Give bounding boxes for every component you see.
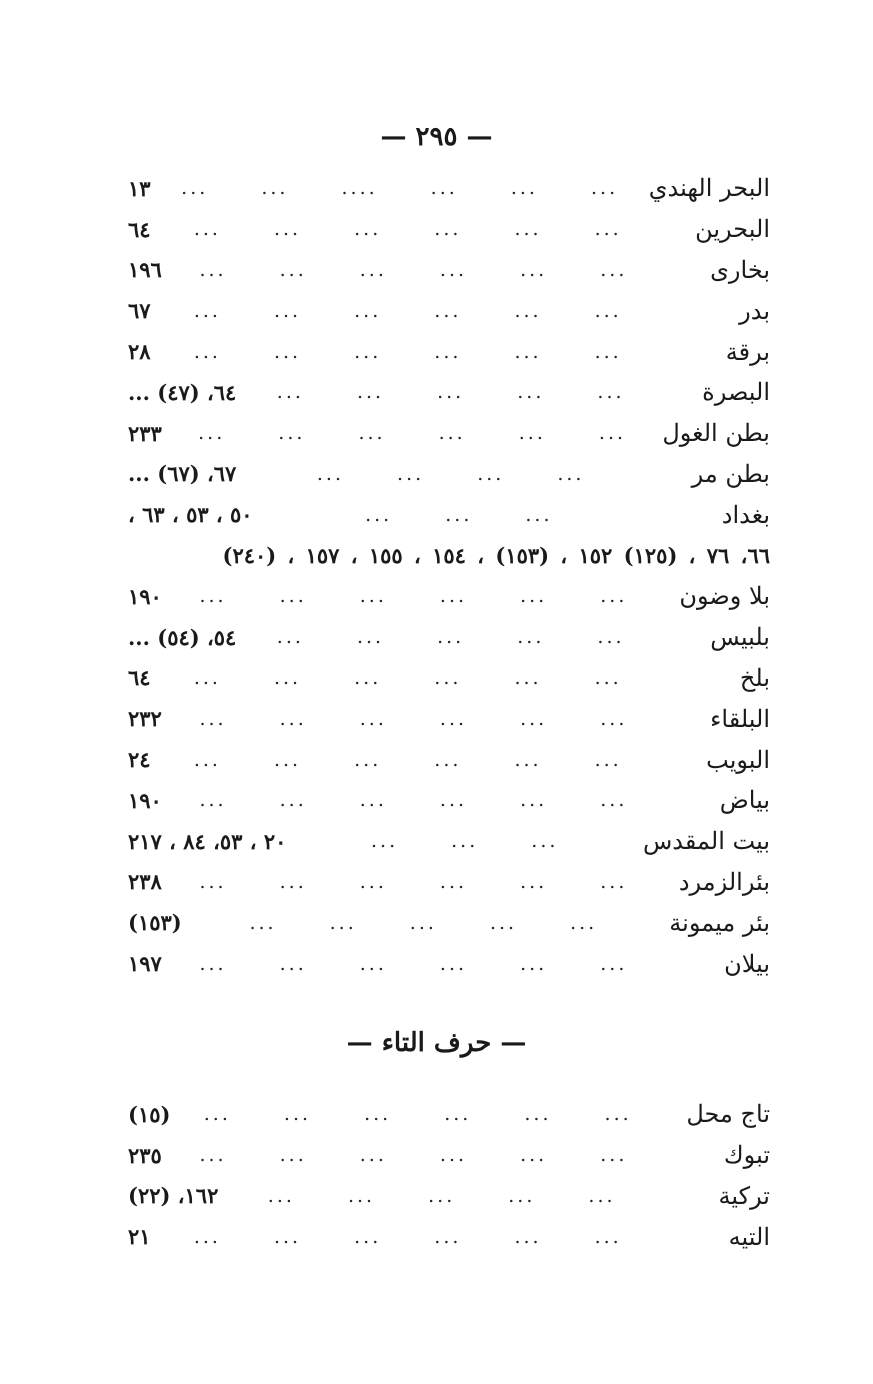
section-heading: — حرف التاء — [346,1028,527,1058]
leader-dots: ... ... ... ... ... ... [199,952,628,975]
leader-dots: ... ... ... ... ... ... [193,1225,622,1248]
leader-dots: ... ... ... ... ... [267,1184,616,1207]
index-entry [128,862,770,903]
page-refs: ٢٨ [128,339,151,365]
index-entry [128,168,770,209]
index-entry [128,1216,770,1257]
index-entry [128,454,770,495]
leader-dots: ... ... ... ... ... ... [193,666,622,689]
page-refs: ١٩٦ [128,257,162,283]
index-entry [128,1176,770,1217]
page-refs: ٦٤ [128,665,151,691]
leader-dots: ... ... ... ... ... ... [199,1144,628,1167]
page-refs: ١٩٧ [128,951,162,977]
page-refs: ١٩٠ [128,583,162,609]
index-entry [128,372,770,413]
leader-dots: ... ... ... ... ... ... [198,422,627,445]
place-name: بغداد [721,500,770,529]
page-refs: ٢٣٢ [128,706,162,732]
place-name: بئر ميمونة [669,908,770,937]
place-name: تركية [718,1181,770,1210]
place-name: بطن مر [691,459,770,488]
page-refs: ٥٠ ، ٥٣ ، ٦٣ ، [128,502,253,528]
place-name: البويب [706,745,770,774]
place-name: بدر [739,296,770,325]
page-refs: (١٥٣) [128,910,182,936]
leader-dots: ... ... ... ... ... ... [199,258,628,281]
page-refs: ٢٣٥ [128,1142,162,1168]
index-entry [128,494,770,535]
page-refs: ٢٠ ، ٥٣، ٨٤ ، ٢١٧ [128,828,287,854]
index-list-ta [128,1094,770,1257]
leader-dots: ... ... ... ... ... ... [193,748,622,771]
page-refs: ٢٣٣ [128,420,162,446]
leader-dots: ... ... ... [370,830,559,853]
index-entry [128,290,770,331]
page-refs: ١٣ [128,175,151,201]
index-entry [128,780,770,821]
page-refs: ٥٤، (٥٤) ... [128,624,237,650]
place-name: البلقاء [710,704,770,733]
index-entry [128,617,770,658]
page-refs: ٦٦، ٧٦ ، (١٢٥) ١٥٢ ، (١٥٣) ، ١٥٤ ، ١٥٥ ، ١٥٧ ، (٢٤٠) [222,543,770,569]
index-entry [128,739,770,780]
index-entry [128,902,770,943]
index-entry [128,943,770,984]
index-entry [128,576,770,617]
index-list-ba [128,168,770,984]
leader-dots: ... ... ... ... ... ... [199,585,628,608]
index-entry-continuation [128,535,770,576]
leader-dots: ... ... ... ... ... [249,911,598,934]
index-entry [128,413,770,454]
leader-dots: ... ... ... [365,503,553,526]
page-refs: ٦٧، (٦٧) ... [128,461,237,487]
leader-dots: ... ... ... ... ... [276,626,625,649]
page-refs: ٦٤ [128,216,151,242]
leader-dots: ... ... ... ... ... [276,381,625,404]
page-refs: ١٩٠ [128,787,162,813]
place-name: تبوك [723,1141,770,1170]
index-entry [128,821,770,862]
page-refs: ٢١ [128,1224,151,1250]
place-name: بلبيس [710,623,770,652]
place-name: بياض [719,786,770,815]
leader-dots: ... ... ... ... ... ... [203,1103,632,1126]
place-name: بئرالزمرد [678,867,770,896]
page-refs: ٢٤ [128,747,151,773]
place-name: بلا وضون [679,582,770,611]
index-entry [128,209,770,250]
place-name: بخارى [710,255,770,284]
place-name: التيه [728,1222,770,1251]
page-refs: ٦٧ [128,298,151,324]
index-entry [128,1094,770,1135]
page-refs: ٦٤، (٤٧) ... [128,379,237,405]
index-entry [128,698,770,739]
leader-dots: ... ... ... ... ... ... [199,707,628,730]
leader-dots: ... ... ... ... ... ... [193,218,622,241]
place-name: البصرة [702,378,770,407]
leader-dots: ... ... ... ... ... ... [199,870,628,893]
page-refs: ١٦٢، (٢٢) [128,1183,219,1209]
leader-dots: ... ... ... ... ... ... [193,340,622,363]
leader-dots: ... ... ... .... ... ... [181,177,619,200]
leader-dots: ... ... ... ... ... ... [193,299,622,322]
place-name: برقة [725,337,770,366]
index-entry [128,658,770,699]
index-entry [128,1135,770,1176]
index-entry [128,250,770,291]
page-refs: ٢٣٨ [128,869,162,895]
page-refs: (١٥) [128,1101,171,1127]
place-name: بطن الغول [662,419,770,448]
leader-dots: ... ... ... ... [316,462,585,485]
page-number: — ٢٩٥ — [380,122,493,152]
place-name: البحر الهندي [648,174,770,203]
leader-dots: ... ... ... ... ... ... [199,789,628,812]
place-name: بيلان [724,949,770,978]
place-name: البحرين [695,215,770,244]
index-entry [128,331,770,372]
place-name: بلخ [739,663,770,692]
place-name: تاج محل [686,1100,770,1129]
place-name: بيت المقدس [642,827,770,856]
